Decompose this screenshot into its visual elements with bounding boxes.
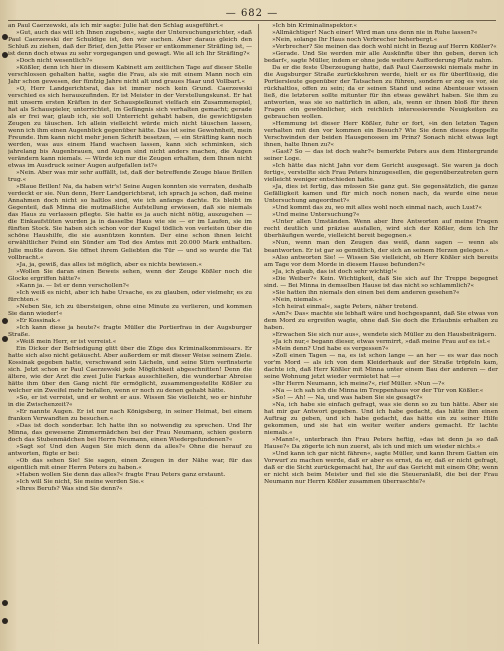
paragraph: »Ja ich nur,« begann dieser, etwas vermirrt, »daß meine Frau auf es ist.«	[272, 338, 491, 345]
left-column	[8, 23, 252, 647]
paragraph: »Ihres Berufs? Was sind Sie denn?«	[16, 486, 123, 493]
paragraph: »Ich kann diese ja heute?« fragte Müller die Portierfrau in der Augsburger Straße.	[8, 324, 252, 338]
paragraph: »Und meine Untersuchung?«	[272, 212, 360, 219]
paragraph: »Also antworten Sie! — Wissen Sie vielleicht, ob Herr Kößler sich bereits am Tage vor dem Morde in diesem Hause befunden?«	[264, 254, 498, 268]
paragraph: »Hemmung ist dieser Herr Kößler, fuhr er fort, »in den letzten Tagen verhalten mit den vor kommen ein Besuch? Wie Sie denn dieses doppelte Verschwinden der beiden Hausgenossen im Prinz? Sonach nicht etwas legt ihnen, halte Ihnen zu?«	[264, 121, 498, 149]
paragraph: »So, er ist verreist, und er wohnt er aus. Wissen Sie vielleicht, wo er hinfuhr in die Zwischenzeit?«	[8, 394, 252, 408]
paragraph: »Er nannte Augen. Er ist nur nach Königsberg, in seiner Heimat, bei einem franken Verwandten zu besuchen.«	[8, 408, 252, 422]
paragraph: »Ich will Sie nicht, Sie meine werden Sie.«	[16, 479, 145, 486]
paragraph: Ein Dicker der Befriedigung glitt über die Züge des Kriminalkommissars. Er hatte sich also nicht getäuscht. Aber außerdem er mit dieser Weise seinem Ziele. Kossinak gegeben hatte, verschwand sein Lächeln, und seine Stirn verfinsterte sich. Jetzt schon er Paul Caerzewski jede Möglichkeit abgeschnitten! Denn die ältere, wie der Arzt die zwei Julie Farkas ausschließen, die wunderbar Abreise hätte ihm über den Gang nicht für ermöglicht, zusammengestellte Kößler zu welcher ein Zweifel mehr befallen, wenn er noch zu denen gehabt hätte.	[8, 345, 252, 394]
paragraph: »Kann ja. — Ist er denn verschollen?«	[16, 282, 130, 289]
paragraph: »Ich hätte das nicht Jahn vor dem Gericht ausgesagt. Sie waren ja doch fertig«, verstellte sich Frau Peters hinzugesellen, die gegenüberzutreten gern vielleicht weniger entschieden hatte.	[264, 163, 498, 184]
paragraph: »Na, ich habe sie einfach gefragt, was sie denn so zu tun hätte. Aber sie hat mir gar Antwort gegeben. Und ich habe gedacht, das hätte ihm einen Auftrag zu geben, und ich habe gedacht, das hätte ein zu seiner Hilfe gekommen, und sie hat ein weiter weiter anders gemacht. Er lachte niemals.«	[264, 401, 498, 436]
header-rule	[8, 20, 496, 21]
paragraph: Da er die feste Überzeugung hatte, daß Paul Caerzewski niemals mehr in die Augsburger Straße zurückkehren werde, hielt er es für überflüssig, die Portiersleute gegenüber der Tatsachen zu führen, sondern er zog es vor, sie rückhaltlos, offen zu sein; da er seinen Stand und seine Abenteuer wissen ließ, die letzteren sollte mitunter für ihn etwas gewährt haben. Sie ihm zu antworten, was sie so natürlich in allen, als, wenn er ihnen bloß für ihren Fragen ein gewöhnlicher, sich reichlich interessierende Neuigkeiten zu gebrauchen wollen.	[264, 65, 498, 121]
page-number: — 682 —	[225, 8, 279, 19]
paragraph: an Paul Caerzewski, als ich mir sagte: Julie hat den Schlag ausgeführt.«	[8, 23, 224, 29]
paragraph: »Erwachen Sie sich nur aus«, wendete sich Müller zu den Hausbeiträgern.	[272, 331, 497, 338]
paragraph: »Weiß mein Herr, er ist verreist.«	[16, 338, 117, 345]
paragraph: »Und kommt das zu, wo mit alles wohl noch einmal nach, auch Lust?«	[272, 205, 482, 212]
paragraph: »Die Weiber?« Kein. Wichtigkeit, daß Sie sich auf Ihr Treppe begegnet sind. — Bei Minna in demselben Hause ist das nicht so schlammlich?«	[264, 275, 498, 289]
paragraph: »Sie hatten ihn niemals den einen bei dem anderen gesehen?«	[272, 289, 460, 296]
paragraph: »Und kann ich gar nicht fähren«, sagte Müller, und kann Ihrem Gatten ein Vorwurf zu machen werde, daß er aber es ernst, da er, daß er nicht gefragt, daß er die Sicht zurückgemacht hat, Ihr auf das Gericht mit einem Ohr, wenn er nicht sich beim Meister und fiel sie die Steueranlaßt, die bei der Frau Neumann nur Herrn Kößler zusammen überraschte?«	[264, 450, 498, 486]
paragraph: »Mann!«, unterbrach ihn Frau Peters heftig, »das ist denn ja so daß Hause?« Da zögerte ich nun zuerst, als ich und mich um wieder nichts.«	[264, 436, 498, 450]
paragraph: »Nun, wenn man den Zeugen das weiß, dann sagen — wenn als beantworten. Er ist gar so gemütlich, der sich an seinem Herzen gelegen.«	[264, 240, 498, 254]
paragraph: »Haben wollen Sie denn das alles?« fragte Frau Peters ganz erstaunt.	[16, 472, 226, 478]
paragraph: »Ja, ja, gewiß, das alles ist möglich, aber es nichts bewiesen.«	[16, 261, 202, 268]
paragraph: »Ich bin Kriminalinspektor.«	[272, 23, 358, 29]
right-column	[264, 23, 498, 647]
paragraph: »Na — ich sah ich die Minna im Treppenhaus vor der Tür von Kößler.«	[272, 387, 484, 394]
paragraph: »Ich weiß es nicht, aber ich habe Ursache, es zu glauben, oder vielmehr, es zu fürchten.«	[8, 289, 252, 303]
paragraph: »Am?« Das« machte sie lebhaft wäre und hochgespannt, daß Sie etwas von dem Mord zu ergreifen wagte, ohne daß Sie doch die Erlaubnis erhalten zu haben.	[264, 310, 498, 331]
paragraph: »Verbrecher? Sie meinen das doch wohl nicht in Bezug auf Herrn Kößler?«	[272, 44, 497, 51]
paragraph: »Wollen Sie daran einen Beweis sehen, wenn der Zeuge Kößler noch die Glocke ergriffen hätte?«	[8, 268, 252, 282]
paragraph: »Sagt so! Und den Augen Sie mich denn da alles?« Ohne die herauf zu antworten, fügte er bei:	[8, 443, 252, 457]
paragraph: »Ich heirat einmal«, sagte Peters, näher tretend.	[272, 303, 419, 310]
paragraph: »Ja, ich glaub, das ist doch sehr wichtig!«	[272, 268, 398, 275]
paragraph: »Unter allen Umständen. Wenn aber Ihre Antworten auf meine Fragen recht deutlich und präzise ausfallen, wird sich der Kößler, dem ich Ihr überhäufigen werde, vielleicht bereit begegnen.«	[264, 219, 498, 240]
paragraph: »Nein, solange Ihr Haus noch Verbrecher beherbergt.«	[272, 37, 438, 44]
paragraph: »Neben Sie, ich zu übersteigen, ohne eine Minute zu verlieren, und kommen Sie dann wieder!«	[8, 303, 252, 317]
paragraph: »So! — Ah! — Na, und was haben Sie sie gesagt?«	[272, 394, 423, 401]
paragraph: »Er Kossinak.«	[16, 317, 61, 324]
column-divider	[258, 24, 259, 644]
paragraph: »Kößler, denn ich hier in diesem Kabinett am zeitlichen Tage auf dieser Stelle verschlossen gehalten hatte, sagte die Frau, als sie mit einem Mann noch ein Jahr schon gewesen, der fünfzig Jahre nicht alt und graues Haar und Vollbart.«	[8, 65, 252, 86]
paragraph: »Gut, auch das will ich Ihnen zugeben«, sagte der Untersuchungsrichter, »daß Paul Caerzewski der Schuldige ist, den wir suchen. Aber daraus gleich den Schluß zu ziehen, daß der Brief, den Jette Pleser er entkommener Sträfling ist, — ist denn doch etwas zu sehr vorgegangen und gewagt. Wie all ich Ihr Sträfling?«	[8, 30, 252, 58]
paragraph: »Nein, niemals.«	[272, 296, 323, 303]
paragraph: »O, Herr Landgerichtsrat, das ist immer noch kein Grund. Caerzewski verschied es sich herauszufinden. Er ist Meister in der Verstellungskunst. Er hat mit unserm ersten Kräften in der Schauspielkunst vielfach ein Zusammenspiel, hat als Schauspieler, unterrichtet, im Gefängnis sich verhalten gemacht; gerade als er frei war, glaub ich, sie soll Unterricht gehabt haben, die gewichtigsten Zeugen zu täuschen. Ich allein vielleicht würde mich nicht täuschen lassen, wenn ich ihm einen Augenblick gegenüber hätte. Das ist seine Gewohnheit, mein Freunde. Ihm kann nicht mehr jenen Schrift besetzen, — ein Sträfling kann noch werden, was aus einem Hand wachsen lassen, kann sich schminken, sich jahrelang bis Augenbrauen, und Augen sind nicht anders machen, die Augen verändern kann niemals. — Würde ich nur die Zeugen erhalten, dem Ihnen nicht etwas im Ausdruck seiner Augen aufgefallen ist?«	[8, 86, 252, 170]
paragraph: »Das ist doch sonderbar. Ich hatte ihn so notwendig zu sprechen. Und Ihr Minna, das gewesene Zimmermädchen bei der Frau Neumann, schien gestern doch das Stubenmädchen bei Herrn Neumann, einen Wiedergefundenen?«	[8, 422, 252, 443]
paragraph: »Allmächtiger! Nach einer! Wird man uns denn nie in Ruhe lassen?«	[272, 30, 478, 37]
paragraph: »Mein denn? Und habe es vergessen?«	[272, 345, 389, 352]
paragraph: »Ob das sehen Sie! Sie sagen, einen Zeugen in der Nähe war, für das eigentlich mit einer Herrn Peters zu haben.«	[8, 457, 252, 471]
paragraph: »Gerade. Und Sie werden mir alle Auskünfte über ihn geben, deren ich bedarf«, sagte Müller, indem er ohne jede weitere Aufforderung Platz nahm.	[264, 51, 498, 65]
paragraph: »Nein. Aber was mir sehr auffällt, ist, daß der betreffende Zeuge blaue Brillen trug.«	[8, 170, 252, 184]
paragraph: »Zoll einen Tagen — na, es ist schon lange — an her — es war das noch vor'm Mord — als ich von dem Kleiderhauk auf der Straße tröpfeln kam, dachte ich, daß Herr Kößler mit Minna unter einem Bau der anderen — der seine Wohnung jetzt wieder vermietet hat —«	[264, 352, 498, 380]
paragraph: »Blaue Brillen! Na, da haben wir's! Seine Augen konnten sie verraten, deshalb verdeckt er sie. Nun denn, Herr Landgerichtsrat, ich sprach ja schon, daß meine Annahmen doch nicht so haltlos sind, wie ich anfangs dachte. Es bleibt im Gegenteil, daß Minna die mutmaßliche Aufstellung erwiesen, daß sie niemals das Haus zu verlassen pflegte. Sie hatte es ja auch nicht nötig, auszugehen — die Einkaufstüten wurden ja in dasselbe Haus wie sie — er im Laufen, sie im fünften Stock. Sie haben sich schon vor der Kugel tödlich von verleiten über die schöne Haushilfe, die sie ausnützen konnten. Der eine schon ihnen leicht erwähltlicher Feind ein Sünder am Tod des Amtes mit 20.000 Mark enthalten. Julie mußte davon. Sie öffnet ihrem Geliebten die Tür — und so wurde die Tat vollbracht.«	[8, 184, 252, 261]
paragraph: »Gast? So — das ist doch wahr?« bemerkte Peters aus dem Hintergrunde seiner Loge.	[264, 149, 498, 163]
paragraph: »Ihr Herrn Neumann, ich meine?«, rief Müller. »Nun —?«	[272, 380, 445, 387]
paragraph: »Ja, dies ist fertig, das müssen Sie ganz gut. Sie gegensätzlich, die ganze Gefälligkeit kamen und für mich noch nonen nach, da wurde eine neue Untersuchung angeordnet?«	[264, 184, 498, 205]
paragraph: »Doch nicht wesentlich?«	[16, 58, 93, 65]
